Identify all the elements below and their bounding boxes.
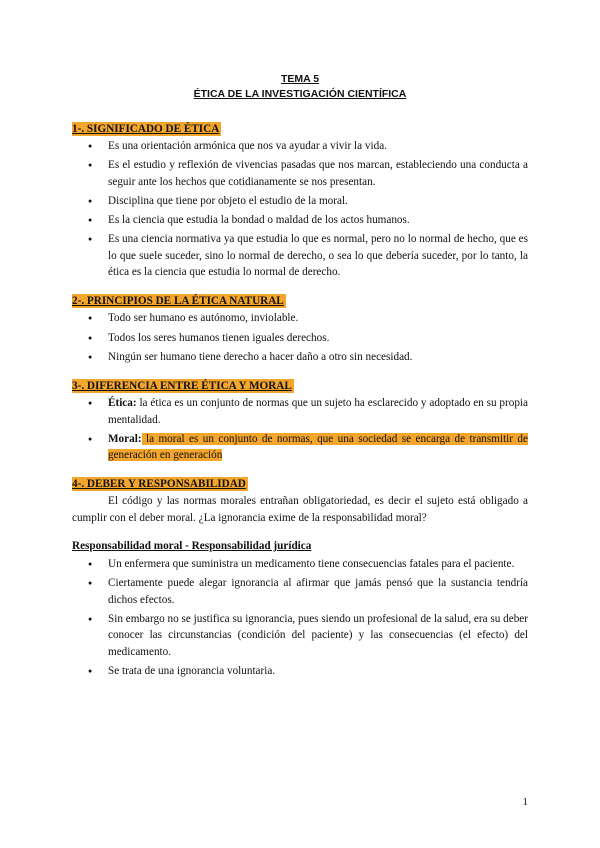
list-item: ● Ningún ser humano tiene derecho a hacer daño a otro sin necesidad. xyxy=(72,349,528,365)
section-significado xyxy=(72,122,528,280)
definition-item xyxy=(72,431,528,464)
list-item: ● Sin embargo no se justifica su ignorancia, pues siendo un profesional de la salud, era su deber conocer las circunstancias (condición del paciente) y las consecuencias (el efecto) del medicamento. xyxy=(72,611,528,660)
document-page xyxy=(72,72,528,682)
document-title: ÉTICA DE LA INVESTIGACIÓN CIENTÍFICA xyxy=(193,88,407,100)
definition-text: la moral es un conjunto de normas, que una sociedad se encarga de transmitir de generación en generación xyxy=(108,432,528,462)
bullet-list xyxy=(72,310,528,365)
list-item: ● Todo ser humano es autónomo, inviolable. xyxy=(72,310,528,326)
list-item: ● Se trata de una ignorancia voluntaria. xyxy=(72,663,528,679)
section-heading: 1-. SIGNIFICADO DE ÉTICA xyxy=(72,123,220,135)
definition-term: Ética: xyxy=(108,397,137,410)
definition-item xyxy=(72,395,528,428)
section-paragraph: El código y las normas morales entrañan obligatoriedad, es decir el sujeto está obligado a cumplir con el deber moral. ¿La ignorancia exime de la responsabilidad moral? xyxy=(72,495,528,524)
section-heading: 4-. DEBER Y RESPONSABILIDAD xyxy=(72,478,246,491)
list-item: ● Todos los seres humanos tienen iguales derechos. xyxy=(72,330,528,346)
list-item: ● Es la ciencia que estudia la bondad o maldad de los actos humanos. xyxy=(72,212,528,228)
bullet-list xyxy=(72,138,528,280)
list-item: ● Es una orientación armónica que nos va ayudar a vivir la vida. xyxy=(72,138,528,154)
topic-label: TEMA 5 xyxy=(280,73,320,85)
definition-text: la ética es un conjunto de normas que un sujeto ha esclarecido y adoptado en su propia mentalidad. xyxy=(108,397,528,426)
subheading: Responsabilidad moral - Responsabilidad jurídica xyxy=(72,540,312,553)
section-heading: 3-. DIFERENCIA ENTRE ÉTICA Y MORAL xyxy=(72,380,292,393)
section-heading: 2-. PRINCIPIOS DE LA ÉTICA NATURAL xyxy=(72,295,284,308)
section-principios xyxy=(72,294,528,365)
list-item: ● Disciplina que tiene por objeto el estudio de la moral. xyxy=(72,193,528,209)
section-diferencia xyxy=(72,379,528,463)
list-item: ● Ciertamente puede alegar ignorancia al afirmar que jamás pensó que la sustancia tendría dichos efectos. xyxy=(72,575,528,608)
section-deber xyxy=(72,477,528,679)
title-block xyxy=(72,72,528,102)
list-item: ● Es el estudio y reflexión de vivencias pasadas que nos marcan, estableciendo una conducta a seguir ante los hechos que cotidianamente se nos presentan. xyxy=(72,157,528,190)
page-number: 1 xyxy=(522,796,528,808)
bullet-list xyxy=(72,556,528,679)
list-item: ● Es una ciencia normativa ya que estudia lo que es normal, pero no lo normal de hecho, que es lo que suele suceder, sino lo normal de derecho, o sea lo que debería suceder, por lo tanto, la ética es la ciencia que estudia lo normal de derecho. xyxy=(72,231,528,280)
list-item: ● Un enfermera que suministra un medicamento tiene consecuencias fatales para el paciente. xyxy=(72,556,528,572)
definition-term: Moral: xyxy=(108,432,142,445)
definition-list xyxy=(72,395,528,463)
